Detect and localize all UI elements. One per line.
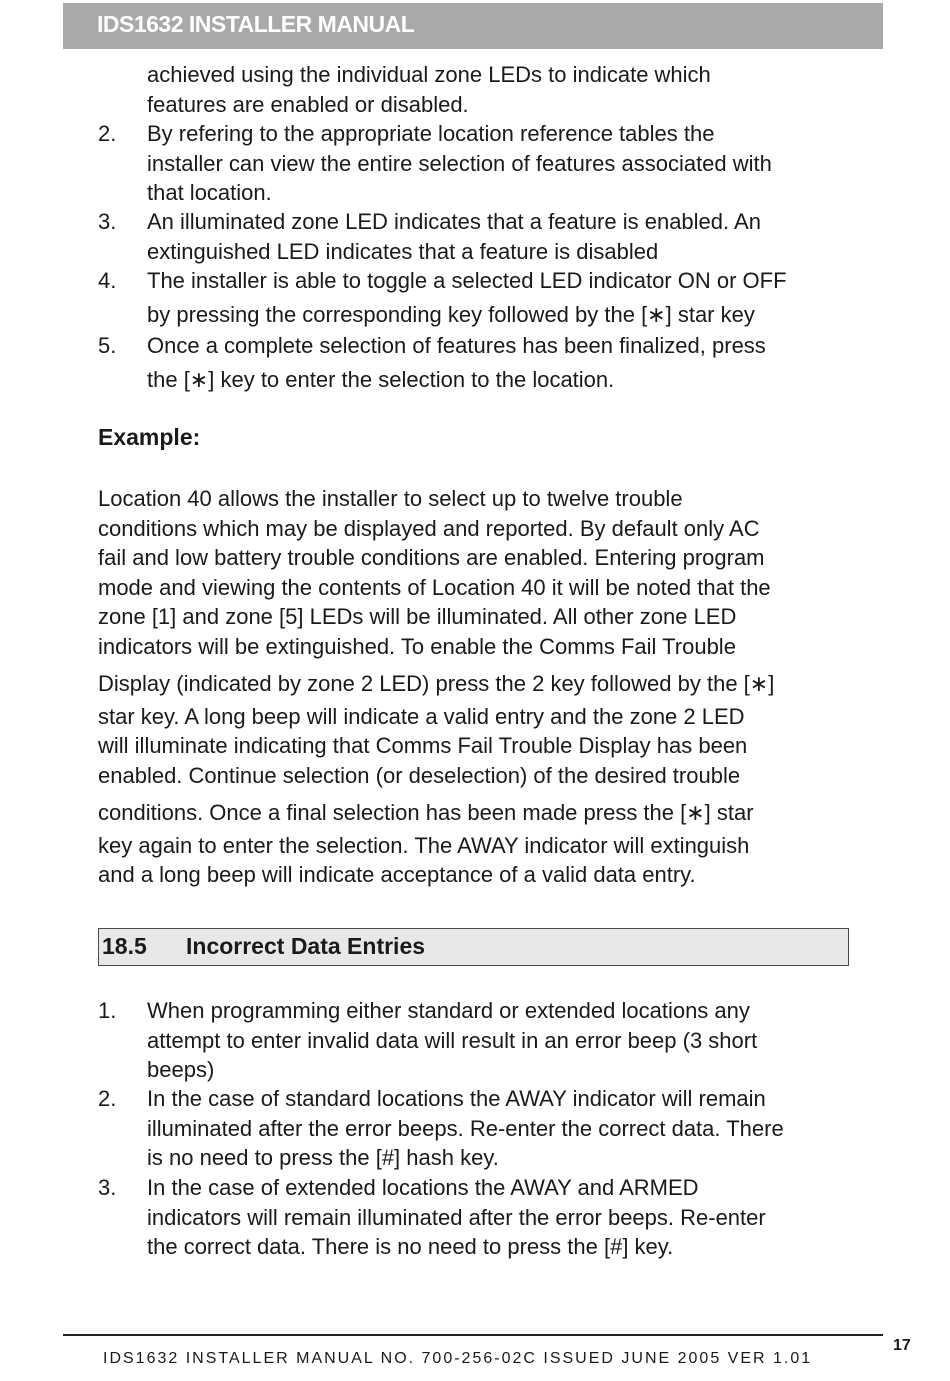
list-item-number: 2. — [98, 121, 117, 146]
section-heading-box — [98, 928, 849, 966]
list-item-number: 4. — [98, 268, 117, 293]
footer-divider — [63, 1334, 883, 1336]
list-item-number: 3. — [98, 1175, 117, 1200]
list-item-text: By refering to the appropriate location reference tables the installer can view the entire selection of features associated with that location. — [147, 121, 772, 205]
list-item-number: 5. — [98, 333, 117, 358]
list-item-text: In the case of standard locations the AWAY indicator will remain illuminated after the error beeps. Re-enter the correct data. There is no need to press the [#] hash key. — [147, 1086, 784, 1170]
list-item-number: 1. — [98, 998, 117, 1023]
list-item-number: 2. — [98, 1086, 117, 1111]
list-item-number: 3. — [98, 209, 117, 234]
list-item-text: Once a complete selection of features has been finalized, press the [∗] key to enter the selection to the location. — [147, 333, 766, 392]
list-item-text: An illuminated zone LED indicates that a feature is enabled. An extinguished LED indicates that a feature is disabled — [147, 209, 761, 264]
list-item-text: achieved using the individual zone LEDs to indicate which features are enabled or disabled. — [147, 62, 711, 117]
header-bar — [63, 3, 883, 49]
section-number: 18.5 — [102, 933, 147, 959]
list-item-text: In the case of extended locations the AWAY and ARMED indicators will remain illuminated after the error beeps. Re-enter the correct data. There is no need to press the [#] key. — [147, 1175, 766, 1259]
footer-text: IDS1632 INSTALLER MANUAL NO. 700-256-02C ISSUED JUNE 2005 VER 1.01 — [103, 1350, 813, 1367]
example-heading: Example: — [98, 424, 201, 450]
page-number: 17 — [893, 1337, 911, 1354]
manual-title: IDS1632 INSTALLER MANUAL — [97, 11, 415, 37]
list-item-text: When programming either standard or extended locations any attempt to enter invalid data will result in an error beep (3 short beeps) — [147, 998, 758, 1082]
example-paragraph: Location 40 allows the installer to select up to twelve trouble conditions which may be displayed and reported. By default only AC fail and low battery trouble conditions are enabled. Entering program mode and viewing the contents of Location 40 it will be noted that the zone [1] and zone [5] LEDs will be illuminated. All other zone LED indicators will be extinguished. To enable the Comms Fail Trouble Display (indicated by zone 2 LED) press the 2 key followed by the [∗] star key. A long beep will indicate a valid entry and the zone 2 LED will illuminate indicating that Comms Fail Trouble Display has been enabled. Continue selection (or deselection) of the desired trouble conditions. Once a final selection has been made press the [∗] star key again to enter the selection. The AWAY indicator will extinguish and a long beep will indicate acceptance of a valid data entry. — [98, 486, 775, 887]
section-title: Incorrect Data Entries — [186, 933, 426, 959]
list-item-text: The installer is able to toggle a selected LED indicator ON or OFF by pressing the corresponding key followed by the [∗] star key — [147, 268, 787, 327]
